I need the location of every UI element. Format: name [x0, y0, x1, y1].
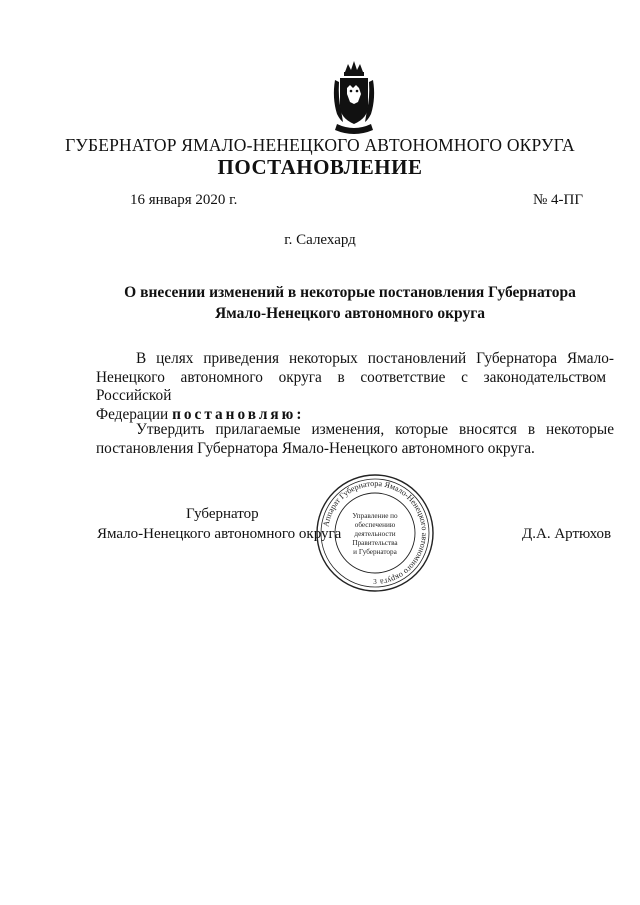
document-subject: [60, 282, 640, 324]
p1-line-1: В целях приведения некоторых постановлений Губернатора Ямало-: [136, 350, 614, 367]
stamp-line-1: Управление по: [352, 512, 398, 520]
p1-line-2: Ненецкого автономного округа в соответствие с законодательством Российской: [96, 368, 606, 404]
document-type: ПОСТАНОВЛЕНИЕ: [217, 155, 423, 179]
stamp-line-3: деятельности: [354, 530, 396, 538]
issuer-title: ГУБЕРНАТОР ЯМАЛО-НЕНЕЦКОГО АВТОНОМНОГО ОКРУГА: [65, 135, 575, 155]
signer-title-line-2: Ямало-Ненецкого автономного округа: [97, 526, 342, 542]
p1-line-3-text: Федерации: [96, 405, 169, 423]
subject-line-1: О внесении изменений в некоторые постановления Губернатора: [124, 284, 576, 301]
stamp-ring-text: Аппарат Губернатора Ямало-Ненецкого автономного округа: [321, 478, 430, 587]
stamp-line-5: и Губернатора: [353, 548, 397, 556]
coat-of-arms-emblem: [331, 58, 377, 138]
signer-name: Д.А. Артюхов: [522, 526, 612, 542]
official-stamp: [315, 473, 435, 593]
document-date: 16 января 2020 г.: [130, 192, 238, 208]
p2-line-1: Утвердить прилагаемые изменения, которые вносятся в некоторые: [136, 421, 614, 438]
p2-line-2: постановления Губернатора Ямало-Ненецкого автономного округа.: [96, 439, 535, 457]
subject-line-2: Ямало-Ненецкого автономного округа: [214, 305, 485, 322]
document-city: г. Салехард: [284, 232, 356, 248]
stamp-line-4: Правительства: [352, 539, 398, 547]
body-paragraph-1: [96, 350, 614, 424]
stamp-line-2: обеспечению: [354, 521, 396, 529]
signer-title-line-1: Губернатор: [186, 506, 259, 522]
document-number: № 4-ПГ: [533, 192, 584, 208]
body-paragraph-2: [96, 421, 614, 458]
decree-word: постановляю:: [172, 405, 305, 423]
stamp-bottom-mark: 3: [373, 578, 377, 586]
